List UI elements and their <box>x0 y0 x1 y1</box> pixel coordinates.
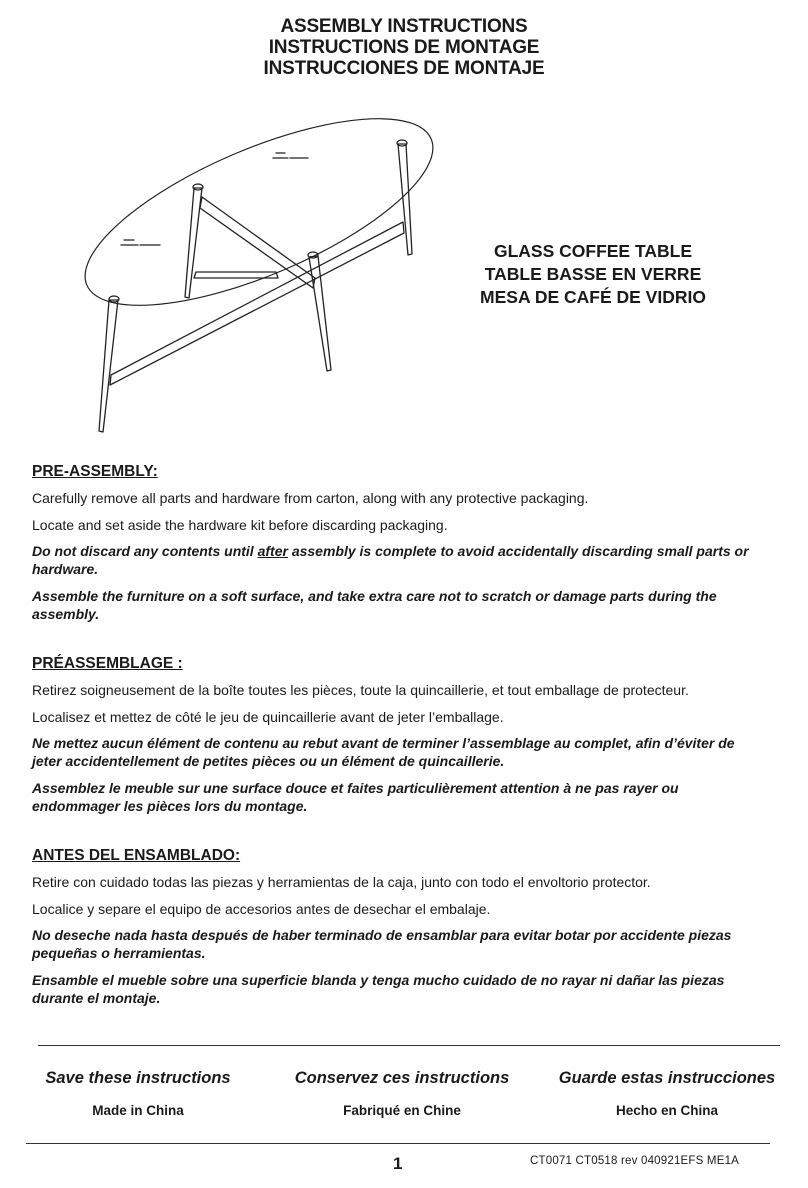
instruction-locate-hardware: Localisez et mettez de côté le jeu de quincaillerie avant de jeter l’emballage. <box>32 708 504 725</box>
document-code: CT0071 CT0518 rev 040921EFS ME1A <box>530 1155 740 1167</box>
instruction-remove-parts: Retirez soigneusement de la boîte toutes les pièces, toute la quincaillerie, et tout emballage de protecteur. <box>32 682 689 698</box>
footer-column-english <box>3 1068 273 1120</box>
warning-underlined-word: after <box>257 543 288 559</box>
pre-assembly-section-english <box>32 462 767 633</box>
made-in-english: Made in China <box>92 1103 184 1118</box>
warning-text-start: Do not discard any contents until <box>32 543 258 559</box>
title-spanish: INSTRUCCIONES DE MONTAJE <box>263 58 545 79</box>
warning-soft-surface: Assemble the furniture on a soft surface, and take extra care not to scratch or damage parts during the assembly. <box>32 588 717 622</box>
warning-soft-surface: Assemblez le meuble sur une surface douce et faites particulièrement attention à ne pas rayer ou endommager les pièces lors du montage. <box>32 780 679 814</box>
instruction-locate-hardware: Localice y separe el equipo de accesorios antes de desechar el embalaje. <box>32 900 491 917</box>
footer-column-spanish <box>532 1068 802 1120</box>
coffee-table-illustration <box>76 112 448 442</box>
warning-soft-surface: Ensamble el mueble sobre una superficie blanda y tenga mucho cuidado de no rayar ni dañar las piezas durante el montaje. <box>32 972 725 1006</box>
save-instructions-french: Conservez ces instructions <box>294 1069 510 1087</box>
document-title <box>0 16 808 79</box>
footer-divider-top <box>38 1045 780 1046</box>
section-heading: ANTES DEL ENSAMBLADO: <box>32 847 241 864</box>
warning-discard: Ne mettez aucun élément de contenu au rebut avant de terminer l’assemblage au complet, afin d’éviter de jeter accidentellement de petites pièces ou un élément de quincaillerie. <box>32 735 735 769</box>
product-name-english: GLASS COFFEE TABLE <box>493 241 692 261</box>
instruction-remove-parts: Carefully remove all parts and hardware from carton, along with any protective packaging. <box>32 490 589 506</box>
instruction-remove-parts: Retire con cuidado todas las piezas y herramientas de la caja, junto con todo el envoltorio protector. <box>32 874 651 890</box>
title-english: ASSEMBLY INSTRUCTIONS <box>280 16 528 37</box>
section-heading: PRE-ASSEMBLY: <box>32 463 158 480</box>
save-instructions-spanish: Guarde estas instrucciones <box>558 1069 776 1087</box>
made-in-french: Fabriqué en Chine <box>343 1103 461 1118</box>
footer-divider-bottom <box>26 1143 770 1144</box>
made-in-spanish: Hecho en China <box>615 1103 718 1118</box>
warning-discard <box>32 543 767 578</box>
page-number: 1 <box>393 1154 403 1173</box>
section-heading: PRÉASSEMBLAGE : <box>32 655 183 672</box>
warning-discard: No deseche nada hasta después de haber terminado de ensamblar para evitar botar por accidente piezas pequeñas o herramientas. <box>32 927 732 961</box>
instruction-locate-hardware: Locate and set aside the hardware kit before discarding packaging. <box>32 516 448 533</box>
pre-assembly-section-spanish <box>32 846 767 1017</box>
title-french: INSTRUCTIONS DE MONTAGE <box>268 37 540 58</box>
product-name-french: TABLE BASSE EN VERRE <box>484 264 702 284</box>
product-name <box>462 240 724 309</box>
pre-assembly-section-french <box>32 654 767 825</box>
footer-column-french <box>267 1068 537 1120</box>
save-instructions-english: Save these instructions <box>45 1069 231 1087</box>
product-name-spanish: MESA DE CAFÉ DE VIDRIO <box>480 287 706 307</box>
warning-text-end: assembly is complete to avoid accidentally discarding small parts or hardware. <box>32 543 749 577</box>
